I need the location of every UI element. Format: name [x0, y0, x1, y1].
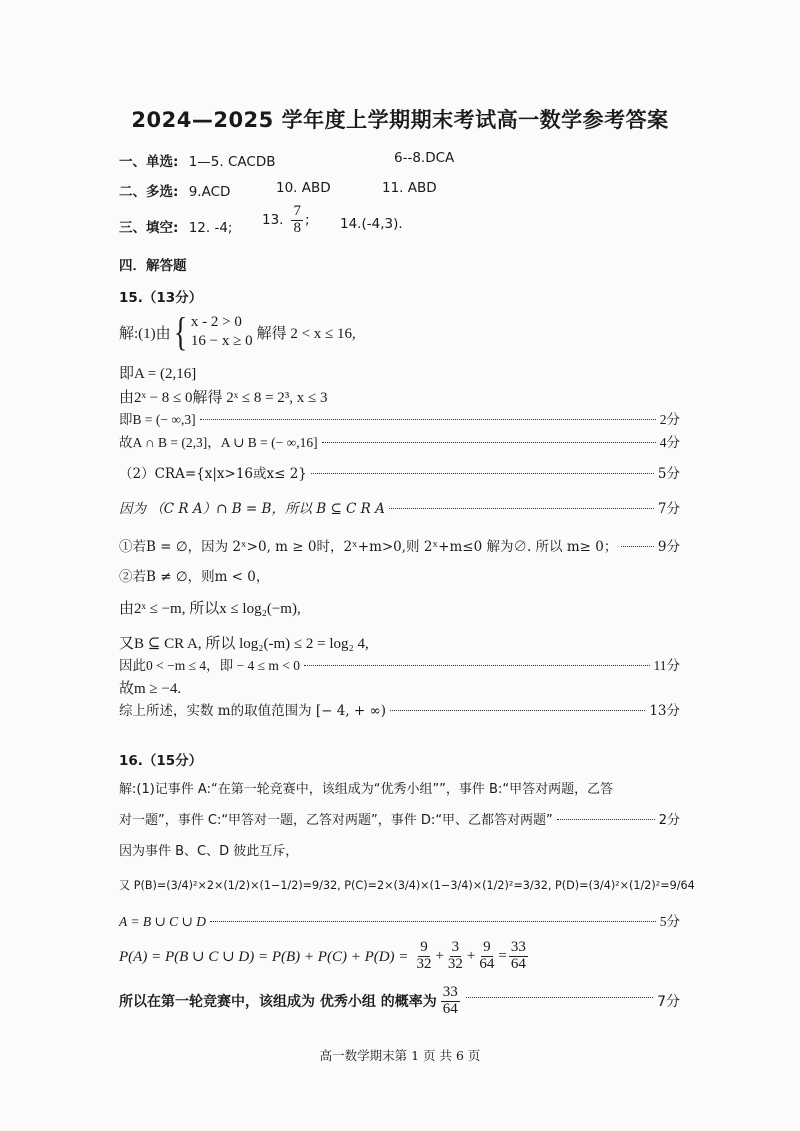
fraction-33-64: $\frac{33}{64}$ — [442, 984, 458, 1017]
section-label: 三、填空: — [119, 220, 179, 236]
q15-line-1: 解:(1)由 { x - 2 > 0 16 − x ≥ 0 解得 2 < x ≤ 16, — [119, 309, 356, 354]
q16-line-7: 所以在第一轮竞赛中，该组成为 优秀小组 的概率为 $\frac{33}{64}$ 7分 — [119, 984, 680, 1017]
q16-heading: 16.（15分） — [119, 753, 203, 769]
q15-line-10: 由2ˣ ≤ −m, 所以x ≤ log₂(−m), — [119, 601, 301, 617]
fraction-33-64: $\frac{33}{64}$ — [510, 939, 526, 972]
score: 13分 — [649, 703, 680, 719]
score: 9分 — [657, 539, 680, 555]
score: 7分 — [657, 501, 680, 517]
q16-line-6: P(A) = P(B ∪ C ∪ D) = P(B) + P(C) + P(D) = $\frac{9}{32}$ + $\frac{3}{32}$ + $\frac{9}{64}$ = $\frac{33}{64}$ — [119, 939, 526, 972]
leader-dots — [389, 508, 654, 509]
q15-line-6: （2）CRA={x|x>16或x≤ 2} 5分 — [119, 462, 680, 482]
answer-13: 13. $\frac{7}{8}$ ; — [262, 203, 310, 236]
q15-line-9: ②若B ≠ ∅，则m < 0， — [119, 569, 270, 585]
section-label: 二、多选: — [119, 184, 179, 200]
section-label: 一、单选: — [119, 154, 179, 170]
answer-11: 11. ABD — [382, 180, 437, 196]
q15-heading: 15.（13分） — [119, 290, 203, 306]
score: 2分 — [659, 412, 680, 427]
score: 4分 — [659, 435, 680, 450]
answer-9: 9.ACD — [188, 184, 231, 200]
q16-line-5: A = B ∪ C ∪ D 5分 — [119, 910, 680, 930]
q15-line-8: ①若B = ∅，因为 2ˣ>0, m ≥ 0时，2ˣ+m>0,则 2ˣ+m≤0 解为∅. 所以 m≥ 0； 9分 — [119, 535, 680, 555]
leader-dots — [621, 546, 654, 547]
leader-dots — [390, 710, 645, 711]
fraction-3-32: $\frac{3}{32}$ — [447, 939, 463, 972]
q15-line-3: 由2ˣ − 8 ≤ 0解得 2ˣ ≤ 8 = 2³, x ≤ 3 — [119, 390, 328, 406]
score: 7分 — [657, 994, 680, 1011]
q16-line-1: 解:(1)记事件 A:“在第一轮竞赛中，该组成为“优秀小组””，事件 B:“甲答对两题，乙答 — [119, 782, 614, 797]
answer-10: 10. ABD — [276, 180, 331, 196]
q16-line-3: 因为事件 B、C、D 彼此互斥， — [119, 844, 299, 859]
page-title: 2024—2025 学年度上学期期末考试高一数学参考答案 — [131, 108, 669, 132]
section-single-choice — [119, 150, 275, 170]
q15-line-2: 即A = (2,16] — [119, 366, 197, 382]
score: 2分 — [658, 813, 680, 828]
left-brace: { — [173, 309, 187, 354]
leader-dots — [311, 473, 654, 474]
q16-line-4: 又 P(B)=(3/4)²×2×(1/2)×(1−1/2)=9/32, P(C)=2×(3/4)×(1−3/4)×(1/2)²=3/32, P(D)=(3/4)²×(1/2)²=9/64 — [119, 879, 695, 892]
leader-dots — [210, 921, 656, 922]
leader-dots — [304, 665, 649, 666]
page-footer: 高一数学期末第 1 页 共 6 页 — [319, 1048, 481, 1063]
answer-14: 14.(-4,3). — [340, 216, 403, 232]
fraction-9-64: $\frac{9}{64}$ — [479, 939, 495, 972]
section-multi-choice — [119, 180, 230, 200]
answer-1-5: 1—5. CACDB — [188, 154, 276, 170]
leader-dots — [322, 442, 656, 443]
leader-dots — [200, 419, 656, 420]
q15-line-14: 综上所述，实数 m的取值范围为 [− 4, + ∞) 13分 — [119, 699, 680, 719]
score: 11分 — [653, 658, 680, 673]
q15-line-13: 故m ≥ −4. — [119, 681, 182, 697]
q15-line-11: 又B ⊆ CR A, 所以 log₂(-m) ≤ 2 = log₂ 4, — [119, 636, 369, 652]
q15-line-4: 即B = (− ∞,3] 2分 — [119, 408, 680, 428]
q15-line-7: 因为 （C R A）∩ B = B，所以 B ⊆ C R A 7分 — [119, 497, 680, 517]
answer-12: 12. -4; — [188, 220, 233, 236]
score: 5分 — [657, 466, 680, 482]
section-fill-blank — [119, 216, 232, 236]
fraction-9-32: $\frac{9}{32}$ — [416, 939, 432, 972]
answer-6-8: 6--8.DCA — [394, 150, 455, 166]
fraction-7-8: $\frac{7}{8}$ — [293, 203, 301, 236]
score: 5分 — [659, 914, 680, 929]
leader-dots — [466, 997, 653, 998]
q15-line-12: 因此0 < −m ≤ 4，即 − 4 ≤ m < 0 11分 — [119, 654, 680, 674]
q15-line-5: 故A ∩ B = (2,3]，A ∪ B = (− ∞,16] 4分 — [119, 431, 680, 451]
q16-line-2: 对一题”，事件 C:“甲答对一题，乙答对两题”，事件 D:“甲、乙都答对两题” 2分 — [119, 809, 680, 828]
section-solutions: 四．解答题 — [119, 258, 187, 274]
leader-dots — [557, 819, 655, 820]
inequality-system: { x - 2 > 0 16 − x ≥ 0 — [173, 309, 253, 354]
